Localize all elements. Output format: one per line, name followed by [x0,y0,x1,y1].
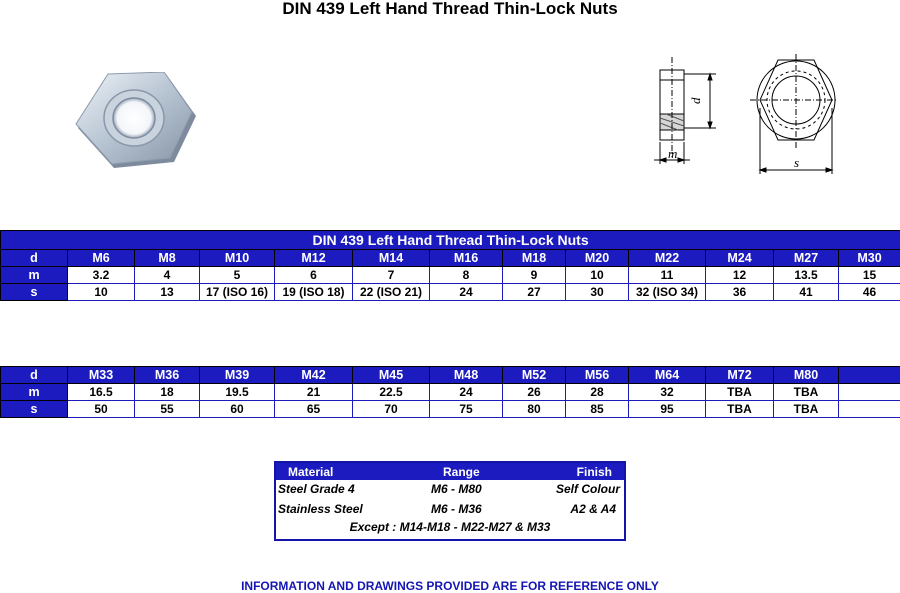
size-cell: M12 [275,250,353,267]
m-cell: 4 [135,267,200,284]
m-cell: 18 [135,384,200,401]
m-cell: 15 [839,267,900,284]
s-row [1,284,900,301]
row-label-m: m [1,267,68,284]
row-label-s: s [1,284,68,301]
material-row [276,480,624,500]
size-cell: M8 [135,250,200,267]
s-cell: 27 [503,284,566,301]
table-caption: DIN 439 Left Hand Thread Thin-Lock Nuts [1,231,900,250]
size-cell: M30 [839,250,900,267]
material-header [276,463,624,480]
m-cell: 21 [275,384,353,401]
m-cell: 16.5 [68,384,135,401]
m-cell: 13.5 [774,267,839,284]
material-note: Except : M14-M18 - M22-M27 & M33 [276,520,624,534]
technical-drawing [638,52,838,177]
d-row [1,367,900,384]
s-cell: 13 [135,284,200,301]
m-cell: TBA [774,384,839,401]
size-cell: M80 [774,367,839,384]
s-cell: 17 (ISO 16) [200,284,275,301]
m-cell: 6 [275,267,353,284]
m-cell: 24 [430,384,503,401]
material-name: Steel Grade 4 [278,482,355,496]
m-cell: 8 [430,267,503,284]
material-name: Stainless Steel [278,502,363,516]
m-cell: 9 [503,267,566,284]
s-cell: 41 [774,284,839,301]
size-cell: M22 [629,250,706,267]
s-cell: 30 [566,284,629,301]
m-cell: 26 [503,384,566,401]
size-cell: M10 [200,250,275,267]
hex-nut-photo [74,72,198,170]
s-cell: 85 [566,401,629,418]
m-cell [839,384,900,401]
row-label-s: s [1,401,68,418]
s-cell: 22 (ISO 21) [353,284,430,301]
m-dimension-label: m [668,146,677,161]
s-cell: TBA [774,401,839,418]
s-cell: 10 [68,284,135,301]
s-cell: 24 [430,284,503,301]
material-row [276,500,624,520]
m-cell: 32 [629,384,706,401]
d-dimension-label: d [688,97,703,104]
size-cell: M20 [566,250,629,267]
size-cell: M27 [774,250,839,267]
m-cell: 28 [566,384,629,401]
size-cell: M14 [353,250,430,267]
size-cell: M39 [200,367,275,384]
m-row [1,384,900,401]
dimensions-table-2 [0,366,900,418]
s-cell: 95 [629,401,706,418]
size-cell: M6 [68,250,135,267]
s-cell: TBA [706,401,774,418]
s-cell: 60 [200,401,275,418]
m-cell: 19.5 [200,384,275,401]
size-cell: M33 [68,367,135,384]
s-cell [839,401,900,418]
s-dimension-label: s [794,155,799,170]
size-cell: M36 [135,367,200,384]
m-cell: 7 [353,267,430,284]
d-row [1,250,900,267]
s-cell: 36 [706,284,774,301]
size-cell [839,367,900,384]
disclaimer-footer: INFORMATION AND DRAWINGS PROVIDED ARE FOR REFERENCE ONLY [0,579,900,593]
m-cell: TBA [706,384,774,401]
size-cell: M52 [503,367,566,384]
material-range: M6 - M36 [431,502,482,516]
size-cell: M45 [353,367,430,384]
s-cell: 46 [839,284,900,301]
size-cell: M42 [275,367,353,384]
page-title: DIN 439 Left Hand Thread Thin-Lock Nuts [0,0,900,18]
size-cell: M72 [706,367,774,384]
s-cell: 32 (ISO 34) [629,284,706,301]
s-row [1,401,900,418]
m-cell: 12 [706,267,774,284]
s-cell: 80 [503,401,566,418]
s-cell: 75 [430,401,503,418]
m-cell: 5 [200,267,275,284]
material-finish: Self Colour [556,482,620,496]
size-cell: M16 [430,250,503,267]
m-cell: 11 [629,267,706,284]
size-cell: M64 [629,367,706,384]
size-cell: M56 [566,367,629,384]
s-cell: 65 [275,401,353,418]
material-table [274,461,626,541]
row-label-m: m [1,384,68,401]
s-cell: 70 [353,401,430,418]
dimensions-table-1 [0,230,900,301]
s-cell: 55 [135,401,200,418]
row-label-d: d [1,367,68,384]
material-header-label: Material [288,465,333,479]
material-note-row [276,520,624,540]
range-header-label: Range [443,465,480,479]
material-finish: A2 & A4 [570,502,616,516]
material-range: M6 - M80 [431,482,482,496]
size-cell: M48 [430,367,503,384]
m-cell: 10 [566,267,629,284]
m-cell: 22.5 [353,384,430,401]
size-cell: M24 [706,250,774,267]
m-row [1,267,900,284]
s-cell: 19 (ISO 18) [275,284,353,301]
m-cell: 3.2 [68,267,135,284]
row-label-d: d [1,250,68,267]
size-cell: M18 [503,250,566,267]
finish-header-label: Finish [577,465,612,479]
s-cell: 50 [68,401,135,418]
